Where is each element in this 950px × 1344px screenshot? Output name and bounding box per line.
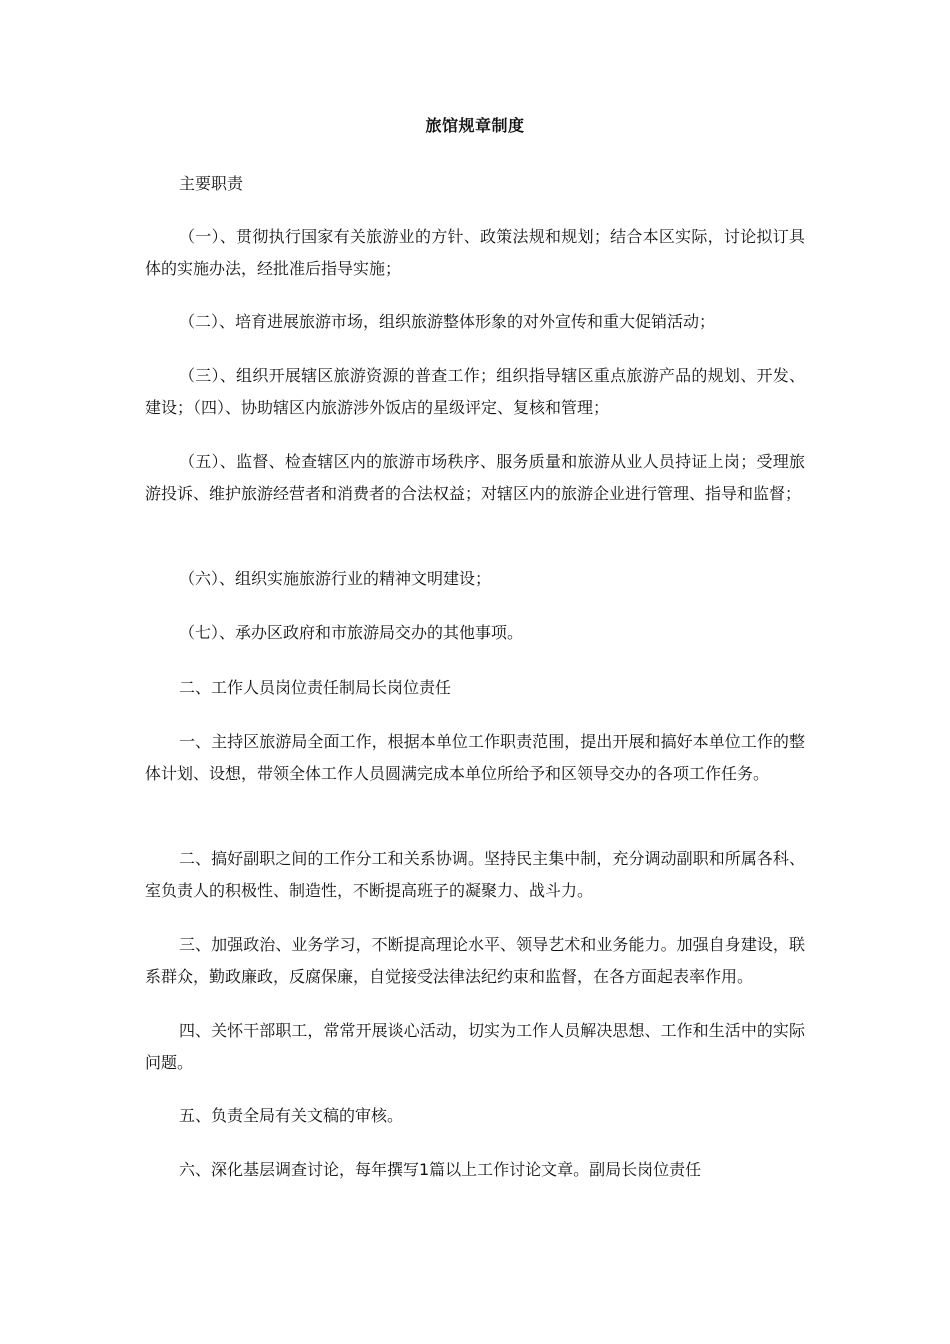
paragraph-item-1: 一、主持区旅游局全面工作，根据本单位工作职责范围，提出开展和搞好本单位工作的整体计划、设想，带领全体工作人员圆满完成本单位所给予和区领导交办的各项工作任务。 [145,732,805,783]
paragraph-duty-5: （五）、监督、检查辖区内的旅游市场秩序、服务质量和旅游从业人员持证上岗；受理旅游投诉、维护旅游经营者和消费者的合法权益；对辖区内的旅游企业进行管理、指导和监督； [145,452,805,503]
paragraph-item-4: 四、关怀干部职工，常常开展谈心活动，切实为工作人员解决思想、工作和生活中的实际问题。 [145,1021,805,1072]
paragraph-item-3: 三、加强政治、业务学习，不断提高理论水平、领导艺术和业务能力。加强自身建设，联系群众，勤政廉政，反腐保廉，自觉接受法律法纪约束和监督，在各方面起表率作用。 [145,935,805,986]
paragraph-duty-2: （二）、培育进展旅游市场，组织旅游整体形象的对外宣传和重大促销活动； [179,312,716,331]
paragraph-duty-6: （六）、组织实施旅游行业的精神文明建设； [179,569,492,588]
paragraph-item-6: 六、深化基层调查讨论，每年撰写1篇以上工作讨论文章。副局长岗位责任 [179,1160,702,1179]
section-heading-responsibility: 二、工作人员岗位责任制局长岗位责任 [179,678,452,697]
paragraph-duty-3-4: （三）、组织开展辖区旅游资源的普查工作；组织指导辖区重点旅游产品的规划、开发、建设；（四）、协助辖区内旅游涉外饭店的星级评定、复核和管理； [145,366,805,417]
document-title: 旅馆规章制度 [425,116,525,135]
paragraph-duty-1: （一）、贯彻执行国家有关旅游业的方针、政策法规和规划；结合本区实际，讨论拟订具体的实施办法，经批准后指导实施； [145,227,805,278]
paragraph-duty-7: （七）、承办区政府和市旅游局交办的其他事项。 [179,623,524,642]
paragraph-item-2: 二、搞好副职之间的工作分工和关系协调。坚持民主集中制，充分调动副职和所属各科、室负责人的积极性、制造性，不断提高班子的凝聚力、战斗力。 [145,849,805,900]
paragraph-item-5: 五、负责全局有关文稿的审核。 [179,1106,404,1125]
paragraph-main-duties: 主要职责 [179,174,244,193]
